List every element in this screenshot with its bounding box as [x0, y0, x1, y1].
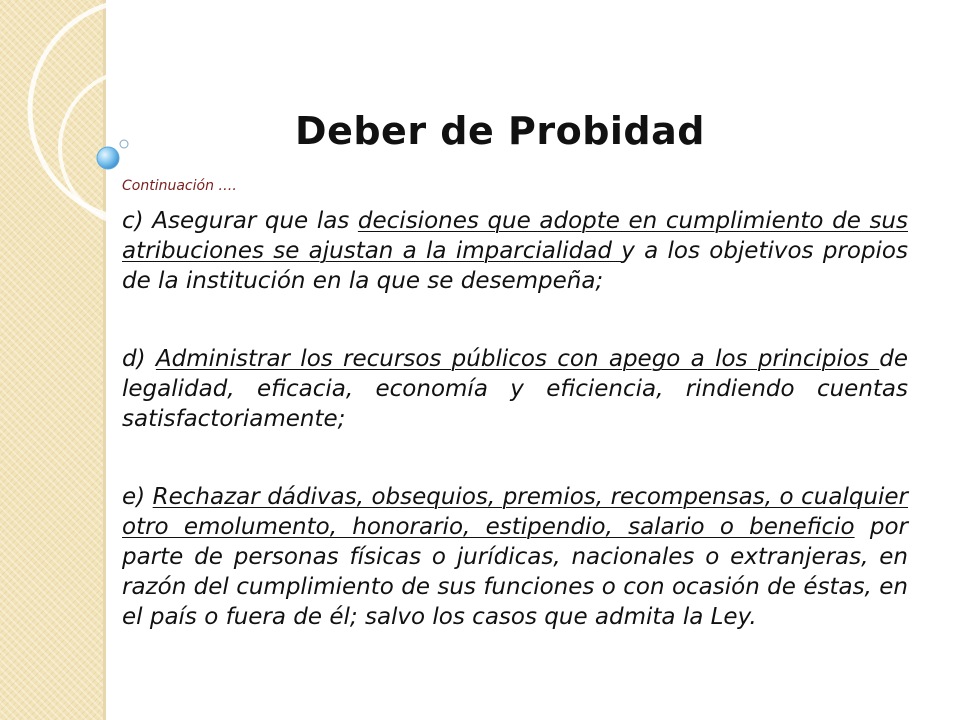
paragraph-e-intro: e) — [122, 484, 153, 510]
paragraph-d-rest: de legalidad, eficacia, economía y eficiencia, rindiendo cuentas satisfactoriamente; — [122, 346, 908, 432]
paragraph-e — [122, 482, 908, 632]
paragraph-c — [122, 206, 908, 296]
paragraph-c-underlined: decisiones que adopte en cumplimiento de sus atribuciones se ajustan a la imparcialidad — [122, 208, 908, 264]
slide-subtitle: Continuación …. — [122, 178, 237, 194]
small-bullet-icon — [120, 140, 128, 148]
decorative-ring-small — [60, 70, 216, 226]
paragraph-d-underlined: Administrar los recursos públicos con apego a los principios — [155, 346, 880, 372]
paragraph-c-rest: y a los objetivos propios de la institución en la que se desempeña; — [122, 238, 908, 294]
slide-title: Deber de Probidad — [295, 109, 705, 153]
paragraph-e-underlined: Rechazar dádivas, obsequios, premios, recompensas, o cualquier otro emolumento, honorario, estipendio, salario o beneficio — [122, 484, 909, 540]
blue-bullet-icon — [97, 147, 119, 169]
paragraph-e-rest: por parte de personas físicas o jurídicas, nacionales o extranjeras, en razón del cumplimiento de sus funciones o con ocasión de éstas, en el país o fuera de él; salvo los casos que admita la Ley. — [122, 514, 908, 630]
paragraph-d — [122, 344, 908, 434]
paragraph-c-intro: c) Asegurar que las — [122, 208, 358, 234]
paragraph-d-intro: d) — [122, 346, 156, 372]
